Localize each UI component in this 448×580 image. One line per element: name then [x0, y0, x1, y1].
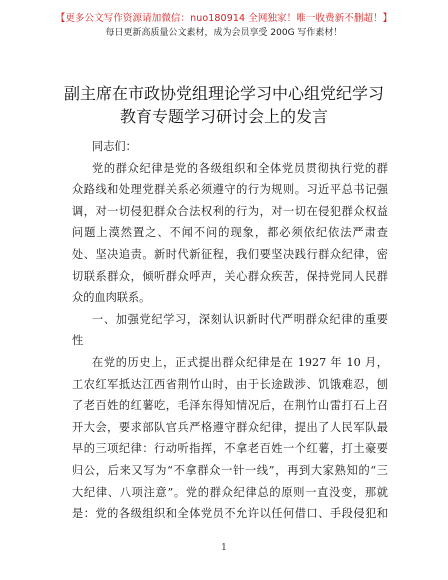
body-line: 众的血肉联系。: [72, 291, 151, 305]
body-line: 工农红军抵达江西省荆竹山时，由于长途跋涉、饥饿难忍，刨: [72, 377, 388, 391]
promo-banner-subline: 每日更新高质量公文素材，成为会员享受 200G 写作素材！: [105, 28, 343, 38]
body-paragraph: [72, 158, 388, 309]
body-paragraph: [72, 352, 388, 525]
body-line: 众路线和处理党群关系必须遵守的行为规则。习近平总书记强: [72, 183, 388, 197]
promo-banner: [0, 12, 448, 40]
title-line: 教育专题学习研讨会上的发言: [119, 107, 328, 126]
body-line: 调，对一切侵犯群众合法权利的行为，对一切在侵犯群众权益: [72, 204, 388, 218]
section-heading: [72, 309, 388, 352]
body-line: 处、坚决追责。新时代新征程，我们要坚决践行群众纪律，密: [72, 247, 388, 261]
body-line: 在党的历史上，正式提出群众纪律是在 1927 年 10 月，: [92, 355, 388, 369]
body-line: 切联系群众，倾听群众呼声，关心群众疾苦，保持党同人民群: [72, 269, 388, 283]
title-line: 副主席在市政协党组理论学习中心组党纪学习: [63, 84, 384, 103]
body-line: 党的群众纪律是党的各级组织和全体党员贯彻执行党的群: [92, 161, 388, 175]
body-line: 了老百姓的红薯吃，毛泽东得知情况后，在荆竹山雷打石上召: [72, 399, 388, 413]
document-body: [72, 136, 388, 525]
body-line: 是：党的各级组织和全体党员不允许以任何借口、手段侵犯和: [72, 507, 388, 521]
section-heading-line: 一、加强党纪学习，深刻认识新时代严明群众纪律的重要: [92, 312, 388, 326]
body-line: 问题上漠然置之、不闻不问的现象，都必须依纪依法严肃查: [72, 226, 388, 240]
section-heading-line: 性: [72, 334, 84, 348]
body-line: 大纪律、八项注意”。党的群众纪律总的原则一直没变，那就: [72, 485, 388, 499]
greeting: 同志们：: [92, 140, 137, 153]
body-line: 归公，后来又写为“不拿群众一针一线”，再到大家熟知的“三: [72, 463, 388, 477]
body-line: 开大会，要求部队官兵严格遵守群众纪律，提出了人民军队最: [72, 420, 388, 434]
promo-banner-line: 【更多公文写作资源请加微信：nuo180914 全网独家！唯一收费新不删超！】: [55, 13, 393, 24]
body-line: 早的三项纪律：行动听指挥，不拿老百姓一个红薯，打土豪要: [72, 442, 388, 456]
document-title: [0, 82, 448, 128]
page-number: 1: [221, 543, 227, 553]
